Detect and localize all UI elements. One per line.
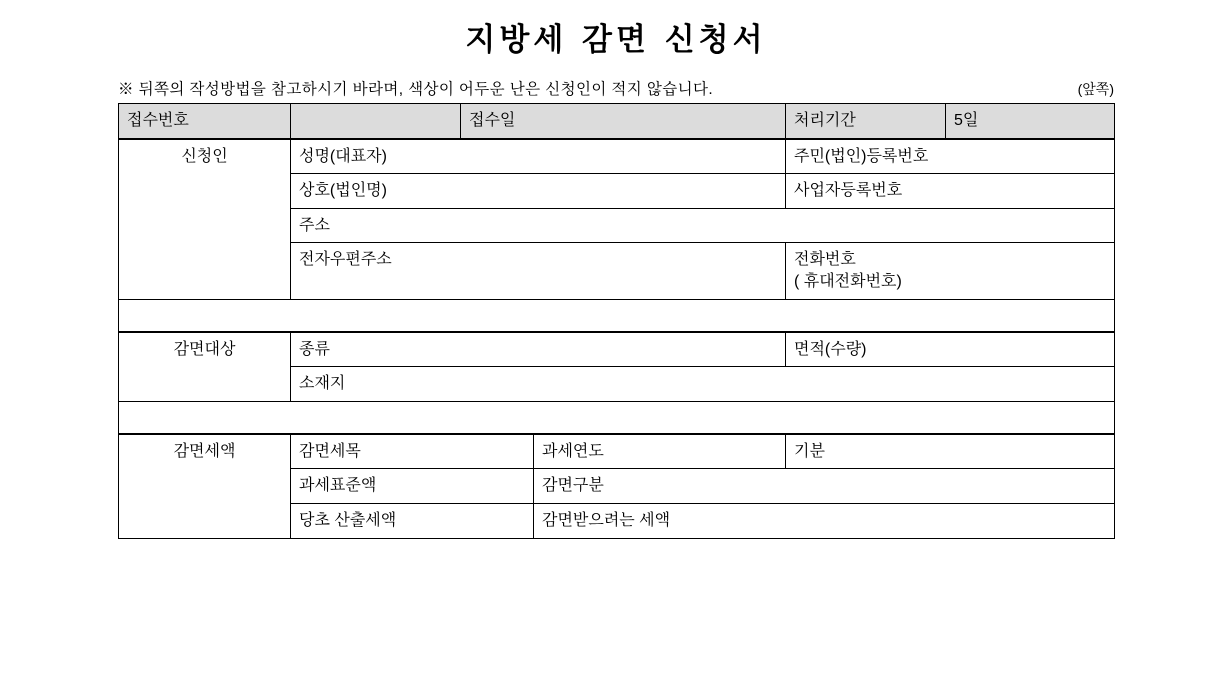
section-spacer [119, 299, 1115, 331]
applicant-email-label: 전자우편주소 [291, 243, 786, 299]
notice-row [0, 77, 1232, 99]
section-spacer [119, 401, 1115, 433]
exemption-tax-base-label: 과세표준액 [291, 469, 534, 504]
table-row [119, 139, 1115, 174]
exemption-tax-division-label: 감면구분 [534, 469, 1115, 504]
exemption-target-area-label: 면적(수량) [786, 332, 1115, 367]
exemption-tax-requested-amount-label: 감면받으려는 세액 [534, 503, 1115, 538]
applicant-phone-label-line1: 전화번호 [794, 251, 856, 269]
applicant-phone-label [786, 243, 1115, 299]
receipt-table [118, 103, 1115, 139]
receipt-date-label: 접수일 [461, 104, 786, 139]
exemption-target-type-label: 종류 [291, 332, 786, 367]
exemption-target-section-label: 감면대상 [119, 332, 291, 401]
applicant-business-number-label: 사업자등록번호 [786, 174, 1115, 209]
exemption-tax-item-label: 감면세목 [291, 434, 534, 469]
applicant-address-label: 주소 [291, 208, 1115, 243]
applicant-resident-number-label: 주민(법인)등록번호 [786, 139, 1115, 174]
applicant-company-label: 상호(법인명) [291, 174, 786, 209]
applicant-name-label: 성명(대표자) [291, 139, 786, 174]
exemption-tax-section-label: 감면세액 [119, 434, 291, 538]
table-row [119, 434, 1115, 469]
exemption-tax-period-label: 기분 [786, 434, 1115, 469]
page-side-marker: (앞쪽) [1077, 81, 1114, 97]
applicant-section-label: 신청인 [119, 139, 291, 299]
applicant-table [118, 139, 1115, 332]
document-page [0, 14, 1232, 677]
exemption-tax-year-label: 과세연도 [534, 434, 786, 469]
notice-text: ※ 뒤쪽의 작성방법을 참고하시기 바라며, 색상이 어두운 난은 신청인이 적지 않습니다. [118, 81, 714, 98]
table-row [119, 104, 1115, 139]
table-row [119, 332, 1115, 367]
form-wrapper [0, 103, 1232, 539]
exemption-target-location-label: 소재지 [291, 367, 1115, 402]
exemption-target-table [118, 332, 1115, 434]
receipt-period-label: 처리기간 [786, 104, 946, 139]
applicant-phone-label-line2: ( 휴대전화번호) [794, 272, 902, 290]
exemption-tax-original-amount-label: 당초 산출세액 [291, 503, 534, 538]
receipt-number-label: 접수번호 [119, 104, 291, 139]
receipt-number-value[interactable] [291, 104, 461, 139]
exemption-tax-table [118, 434, 1115, 539]
receipt-period-value: 5일 [946, 104, 1115, 139]
page-title: 지방세 감면 신청서 [465, 22, 767, 58]
